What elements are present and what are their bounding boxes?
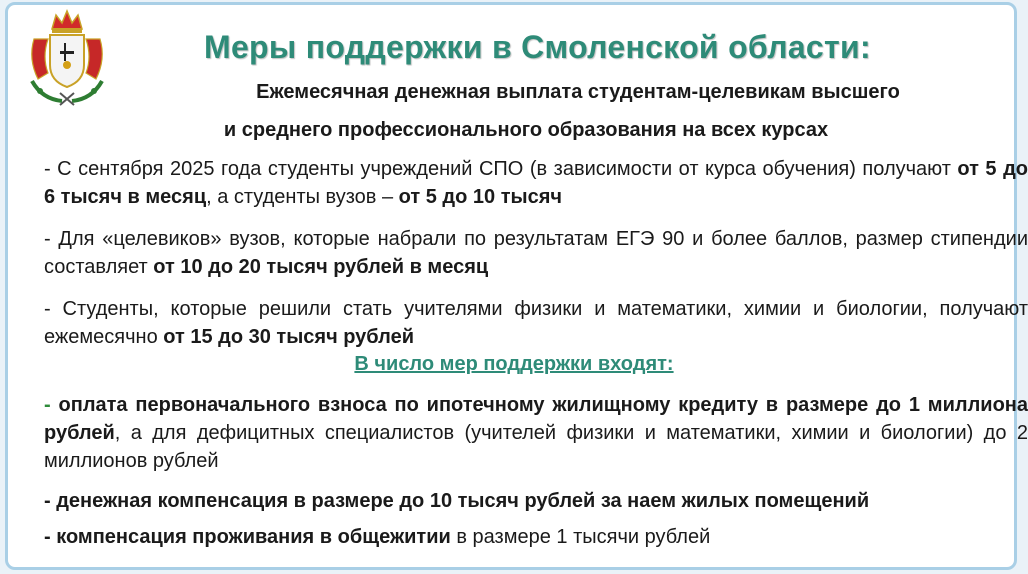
paragraph-bold: от 5 до 10 тысяч [398,186,562,208]
paragraph-ege-stipend [44,225,1028,281]
paragraph-text: - Студенты, которые решили стать учителями физики и математики, химии и биологии, получают ежемесячно [44,298,1028,348]
page-title: Меры поддержки в Смоленской области: [204,29,871,65]
list-item-dormitory [44,523,1028,551]
subtitle-line-1: Ежемесячная денежная выплата студентам-целевикам высшего [256,81,900,103]
list-item-bold: оплата первоначального взноса по ипотечному жилищному кредиту в размере до 1 миллиона рублей [44,394,1028,444]
paragraph-teachers-payments [44,295,1028,351]
smolensk-coat-of-arms-icon [22,9,112,109]
list-dash: - [44,394,59,416]
paragraph-text: - Для «целевиков» вузов, которые набрали по результатам ЕГЭ 90 и более баллов, размер стипендии составляет [44,228,1028,278]
section-heading: В число мер поддержки входят: [354,353,674,375]
paragraph-bold: от 5 до 6 тысяч в месяц [44,158,1028,208]
paragraph-bold: от 15 до 30 тысяч рублей [163,326,415,348]
list-item-text: , а для дефицитных специалистов (учителей физики и математики, химии и биологии) до 2 миллионов рублей [44,422,1028,472]
paragraph-spo-payments [44,155,1028,211]
paragraph-text: , а студенты вузов – [206,186,399,208]
list-item-bold: - компенсация проживания в общежитии [44,526,451,548]
subtitle-line-2: и среднего профессионального образования на всех курсах [223,119,829,141]
paragraph-bold: от 10 до 20 тысяч рублей в месяц [153,256,489,278]
paragraph-text: - С сентября 2025 года студенты учреждений СПО (в зависимости от курса обучения) получают [44,158,958,180]
slide [5,2,1028,570]
list-item-rent-compensation [44,487,1028,515]
list-item-bold: - денежная компенсация в размере до 10 тысяч рублей за наем жилых помещений [44,490,870,512]
list-item-text: в размере 1 тысячи рублей [450,526,711,548]
list-item-mortgage [44,391,1028,475]
